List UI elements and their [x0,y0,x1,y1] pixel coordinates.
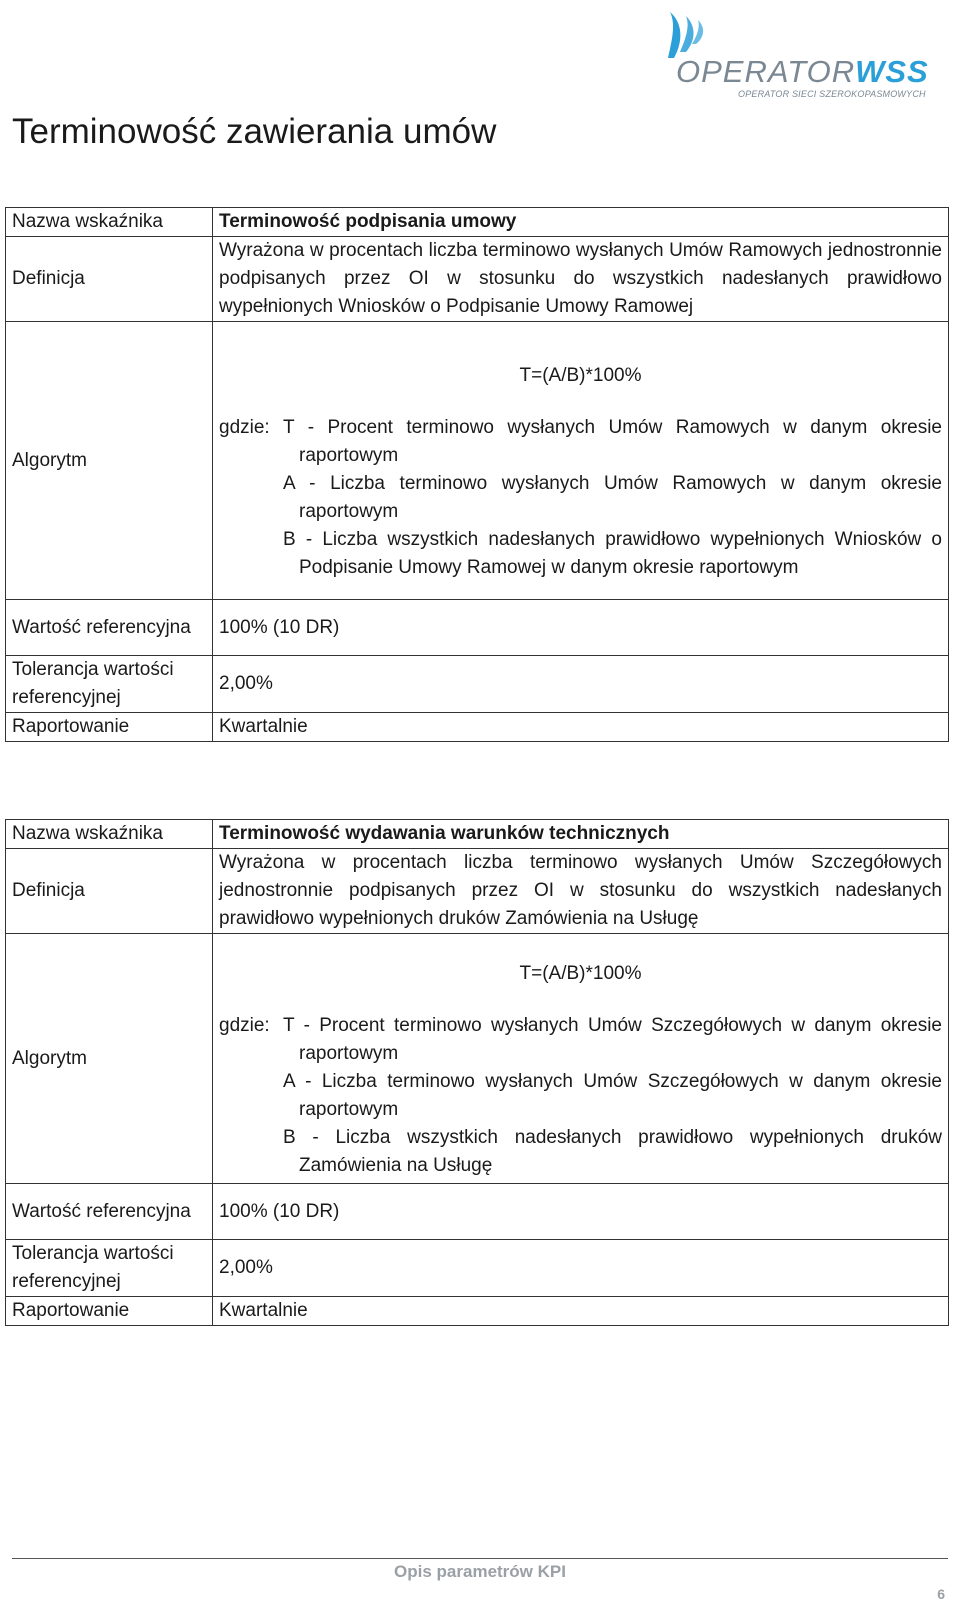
kpi-tolerance: 2,00% [213,1240,949,1297]
logo-subtitle: OPERATOR SIECI SZEROKOPASMOWYCH [738,89,926,99]
algorithm-terms [219,1012,942,1180]
kpi-row-tolerance [6,656,949,713]
kpi-algorithm [213,322,949,600]
kpi-name: Terminowość wydawania warunków technicznych [213,820,949,849]
kpi-name: Terminowość podpisania umowy [213,208,949,237]
label-definition: Definicja [6,849,213,934]
kpi-table-1 [5,207,949,742]
label-algorithm: Algorytm [6,934,213,1184]
term-b: B - Liczba wszystkich nadesłanych prawidłowo wypełnionych Wniosków o Podpisanie Umowy Ramowej w danym okresie raportowym [283,528,942,578]
logo-brand-left: OPERATOR [676,54,856,89]
footer-divider [12,1558,948,1559]
term-t: T - Procent terminowo wysłanych Umów Szczegółowych w danym okresie raportowym [283,1014,942,1064]
label-reporting: Raportowanie [6,1297,213,1326]
kpi-ref-value: 100% (10 DR) [213,600,949,656]
label-ref-value: Wartość referencyjna [6,1184,213,1240]
kpi-definition: Wyrażona w procentach liczba terminowo wysłanych Umów Ramowych jednostronnie podpisanych przez OI w stosunku do wszystkich nadesłanych prawidłowo wypełnionych Wniosków o Podpisanie Umowy Ramowej [213,237,949,322]
logo-brand-right: WSS [855,54,929,89]
kpi-row-name [6,820,949,849]
page-title: Terminowość zawierania umów [12,112,497,151]
kpi-definition: Wyrażona w procentach liczba terminowo wysłanych Umów Szczegółowych jednostronnie podpisanych przez OI w stosunku do wszystkich nadesłanych prawidłowo wypełnionych druków Zamówienia na Usługę [213,849,949,934]
kpi-row-ref-value [6,1184,949,1240]
kpi-reporting: Kwartalnie [213,713,949,742]
kpi-tolerance: 2,00% [213,656,949,713]
kpi-algorithm [213,934,949,1184]
label-algorithm: Algorytm [6,322,213,600]
label-name: Nazwa wskaźnika [6,208,213,237]
kpi-row-ref-value [6,600,949,656]
kpi-formula: T=(A/B)*100% [519,962,642,984]
term-t: T - Procent terminowo wysłanych Umów Ramowych w danym okresie raportowym [283,416,942,466]
logo-swoosh-icon [662,10,722,60]
company-logo [650,10,950,106]
logo-wordmark [676,54,929,90]
algorithm-terms [219,414,942,582]
where-label: gdzie: [219,1014,270,1036]
term-a: A - Liczba terminowo wysłanych Umów Ramowych w danym okresie raportowym [283,472,942,522]
kpi-table-2 [5,819,949,1326]
kpi-reporting: Kwartalnie [213,1297,949,1326]
kpi-row-reporting [6,1297,949,1326]
kpi-row-definition [6,237,949,322]
where-label: gdzie: [219,416,270,438]
term-b: B - Liczba wszystkich nadesłanych prawidłowo wypełnionych druków Zamówienia na Usługę [283,1126,942,1176]
kpi-row-algorithm [6,322,949,600]
label-tolerance: Tolerancja wartości referencyjnej [6,656,213,713]
footer-text: Opis parametrów KPI [394,1562,566,1581]
kpi-row-definition [6,849,949,934]
kpi-row-algorithm [6,934,949,1184]
label-tolerance: Tolerancja wartości referencyjnej [6,1240,213,1297]
kpi-formula: T=(A/B)*100% [519,364,642,386]
kpi-row-tolerance [6,1240,949,1297]
kpi-ref-value: 100% (10 DR) [213,1184,949,1240]
page-number: 6 [937,1586,945,1602]
label-ref-value: Wartość referencyjna [6,600,213,656]
term-a: A - Liczba terminowo wysłanych Umów Szczegółowych w danym okresie raportowym [283,1070,942,1120]
label-reporting: Raportowanie [6,713,213,742]
label-name: Nazwa wskaźnika [6,820,213,849]
kpi-row-name [6,208,949,237]
kpi-row-reporting [6,713,949,742]
label-definition: Definicja [6,237,213,322]
